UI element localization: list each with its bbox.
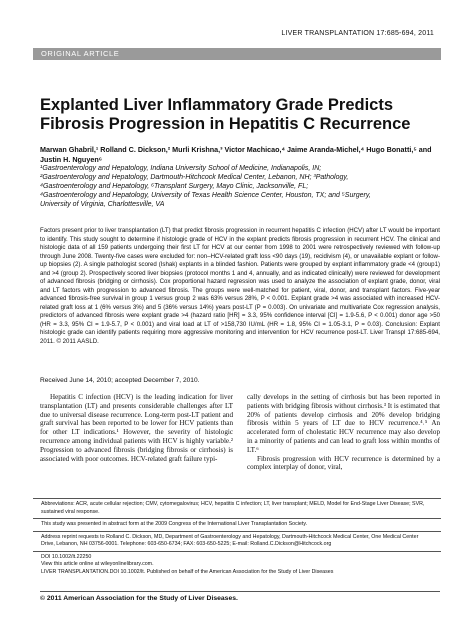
correspondence-note: [33, 531, 441, 551]
presentation-text: This study was presented in abstract form at the 2009 Congress of the International Liver Transplantation Society.: [41, 521, 308, 527]
body-paragraph: Fibrosis progression with HCV recurrence is determined by a complex interplay of donor, viral,: [247, 454, 440, 472]
affiliation-line: University of Virginia, Charlottesville, VA: [40, 201, 165, 208]
section-bar: [33, 48, 441, 60]
body-column-right: [247, 393, 440, 472]
body-paragraph: cally develops in the setting of cirrhosis but has been reported in patients with bridging fibrosis without cirrhosis.³ It is estimated that 20% of patients develop cirrhosis and 20% develop bridging fibrosis within 5 years of LT due to HCV recurrence.⁴˒⁵ An accelerated form of cholestatic HCV recurrence may also develop in a minority of patients and can lead to graft loss within months of LT.⁶: [247, 393, 440, 454]
copyright: © 2011 American Association for the Study of Liver Diseases.: [40, 591, 440, 602]
presentation-note: [33, 518, 441, 531]
body-column-left: [40, 393, 233, 463]
footnotes: [33, 498, 441, 578]
body-paragraph: Hepatitis C infection (HCV) is the leading indication for liver transplantation (LT) and presents considerable challenges after LT due to universal disease recurrence. Long-term post-LT patient and graft survival has been reported to be lower for HCV patients than for other LT indications.¹ However, the severity of histologic recurrence among individual patients with HCV is highly variable.² Progression to advanced fibrosis (bridging fibrosis or cirrhosis) is associated with poor outcomes. HCV-related graft failure typi-: [40, 393, 233, 463]
affiliation-line: ⁴Gastroenterology and Hepatology, University of Texas Health Science Center, Houston, TX; and ⁵Surgery,: [40, 192, 371, 199]
received-dates: Received June 14, 2010; accepted December 7, 2010.: [40, 377, 200, 384]
abbreviations-text: Abbreviations: ACR, acute cellular rejection; CMV, cytomegalovirus; HCV, hepatitis C infection; LT, liver transplant; MELD, Model for End-Stage Liver Disease; SVR, sustained viral response.: [41, 501, 425, 515]
affiliations: [40, 164, 440, 209]
doi-text: DOI 10.1002/lt.22250: [41, 553, 92, 560]
running-head: LIVER TRANSPLANTATION 17:685-694, 2011: [281, 30, 434, 37]
abbreviations-note: [33, 498, 441, 518]
section-label: ORIGINAL ARTICLE: [41, 49, 120, 58]
abstract-text: Factors present prior to liver transplantation (LT) that predict fibrosis progression in recurrent hepatitis C infection (HCV) after LT would be important to identify. This study sought to determine if histologic grade of HCV in the explant predicts fibrosis progression in recurrent HCV. The clinical and histologic data of all 159 patients undergoing their first LT for HCV at our center from 1998 to 2001 were retrospectively reviewed with follow-up through June 2008. Twenty-five cases were excluded for: non–HCV-related graft loss <90 days (19), recidivism (4), or unavailable explant or follow-up biopsies (2). A single pathologist scored (Ishak) explants in a blinded fashion. Patients were grouped by explant inflammatory grade <4 (group1) and >4 (group 2). Prospectively scored liver biopsies (protocol months 1 and 4, annually, and as indicated clinically) were reviewed for development of advanced fibrosis (bridging or cirrhosis). Cox proportional hazard regression was used to analyze the association of explant grade, donor, viral and LT factors with progression to advanced fibrosis. The groups were well-matched for patient, viral, donor, and transplant factors. Five-year advanced fibrosis-free survival in group 1 versus group 2 was 63% versus 28%, P < 0.001. Explant grade >4 was associated with increased HCV-related graft loss at 1 (6% versus 3%) and 5 (36% versus 14%) years post-LT (P = 0.003). On univariate and multivariate Cox regression analysis, predictors of advanced fibrosis were explant grade >4 (hazard ratio [HR] = 3.3, 95% confidence interval [CI] = 1.9-5.6, P < 0.001) donor age >50 (HR = 3.3, 95% CI = 1.9-5.7, P < 0.001) and viral load at LT of >158,730 IU/mL (HR = 1.8, 95% CI = 1.05-3.1, P = 0.03). Conclusion: Explant histologic grade can identify patients requiring more aggressive monitoring and intervention for HCV recurrence post-LT. Liver Transpl 17:685-694, 2011. © 2011 AASLD.: [40, 227, 440, 345]
affiliation-line: ⁴Gastroenterology and Hepatology, ⁶Transplant Surgery, Mayo Clinic, Jacksonville, FL;: [40, 183, 309, 190]
author-list: Marwan Ghabril,¹ Rolland C. Dickson,² Murli Krishna,³ Victor Machicao,⁴ Jaime Aranda-Michel,⁴ Hugo Bonatti,⁵ and Justin H. Nguyen⁶: [40, 145, 432, 164]
publication-info: [33, 551, 441, 579]
view-online-text[interactable]: View this article online at wileyonlinelibrary.com.: [41, 561, 154, 567]
abstract: [40, 227, 440, 346]
article-title: Explanted Liver Inflammatory Grade Predicts Fibrosis Progression in Hepatitis C Recurrence: [40, 96, 411, 133]
published-text: LIVER TRANSPLANTATION.DOI 10.1002/lt. Published on behalf of the American Association for the Study of Liver Diseases: [41, 568, 334, 575]
affiliation-line: ¹Gastroenterology and Hepatology, Indiana University School of Medicine, Indianapolis, IN;: [40, 165, 322, 172]
affiliation-line: ²Gastroenterology and Hepatology, Dartmouth-Hitchcock Medical Center, Lebanon, NH; ³Pathology,: [40, 174, 349, 181]
address-text: Address reprint requests to Rolland C. Dickson, MD, Department of Gastroenterology and Hepatology, Dartmouth-Hitchcock Medical Center, One Medical Center Drive, Lebanon, NH 03756-0001. Telephone: 603-650-6734; FAX: 603-650-5225; E-mail: Rolland.C.Dickson@Hitchcock.org: [41, 533, 419, 547]
